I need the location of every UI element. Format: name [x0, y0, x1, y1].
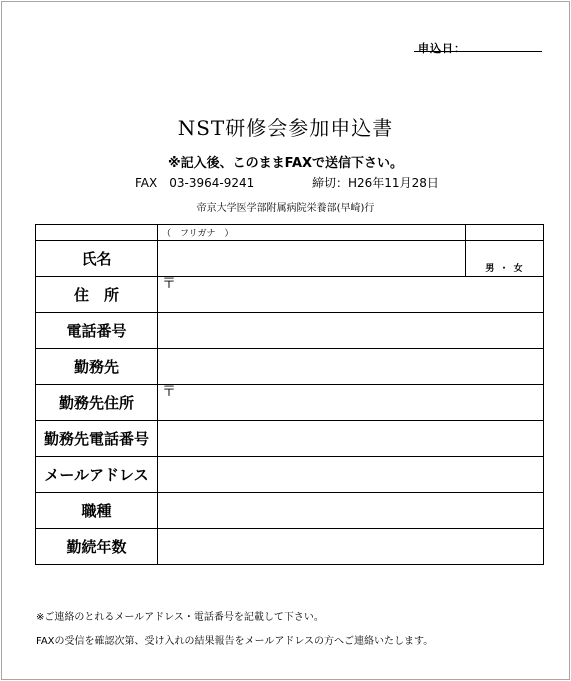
workplace-phone-label: 勤務先電話番号: [36, 421, 158, 457]
furigana-label-cell: [36, 225, 158, 241]
workplace-label: 勤務先: [36, 349, 158, 385]
address-label: 住 所: [36, 277, 158, 313]
fax-instruction: ※記入後、このままFAXで送信下さい。: [167, 156, 404, 171]
years-field[interactable]: [158, 529, 544, 565]
job-field[interactable]: [158, 493, 544, 529]
workplace-address-field[interactable]: [158, 385, 544, 421]
name-row: [36, 241, 544, 277]
postal-mark: 〒: [162, 384, 176, 400]
application-form-table: [35, 224, 544, 565]
fax-number: FAX 03-3964-9241: [135, 176, 255, 190]
address-field[interactable]: [158, 277, 544, 313]
recipient: 帝京大学医学部附属病院栄養部(早崎)行: [196, 203, 375, 214]
application-date-field-line: [414, 51, 542, 52]
years-label: 勤続年数: [36, 529, 158, 565]
phone-field[interactable]: [158, 313, 544, 349]
note-contact: ※ご連絡のとれるメールアドレス・電話番号を記載して下さい。: [36, 612, 324, 623]
page-title: NST研修会参加申込書: [177, 116, 394, 140]
phone-row: [36, 313, 544, 349]
gender-selector[interactable]: 男 ・ 女: [466, 241, 544, 277]
gender-header-cell: [466, 225, 544, 241]
workplace-address-row: [36, 385, 544, 421]
workplace-phone-row: [36, 421, 544, 457]
workplace-phone-field[interactable]: [158, 421, 544, 457]
application-form-page: [1, 1, 570, 680]
workplace-address-label: 勤務先住所: [36, 385, 158, 421]
phone-label: 電話番号: [36, 313, 158, 349]
note-fax-confirmation: FAXの受信を確認次第、受け入れの結果報告をメールアドレスの方へご連絡いたします。: [36, 636, 434, 647]
furigana-row: [36, 225, 544, 241]
deadline: 締切：H26年11月28日: [312, 176, 439, 190]
name-field[interactable]: [158, 241, 466, 277]
email-row: [36, 457, 544, 493]
name-label: 氏名: [36, 241, 158, 277]
postal-mark: 〒: [162, 276, 176, 292]
furigana-field[interactable]: （ フリガナ ）: [158, 225, 466, 241]
email-field[interactable]: [158, 457, 544, 493]
job-label: 職種: [36, 493, 158, 529]
workplace-field[interactable]: [158, 349, 544, 385]
application-date-label: 申込日：: [418, 42, 466, 55]
email-label: メールアドレス: [36, 457, 158, 493]
years-row: [36, 529, 544, 565]
address-row: [36, 277, 544, 313]
job-row: [36, 493, 544, 529]
workplace-row: [36, 349, 544, 385]
